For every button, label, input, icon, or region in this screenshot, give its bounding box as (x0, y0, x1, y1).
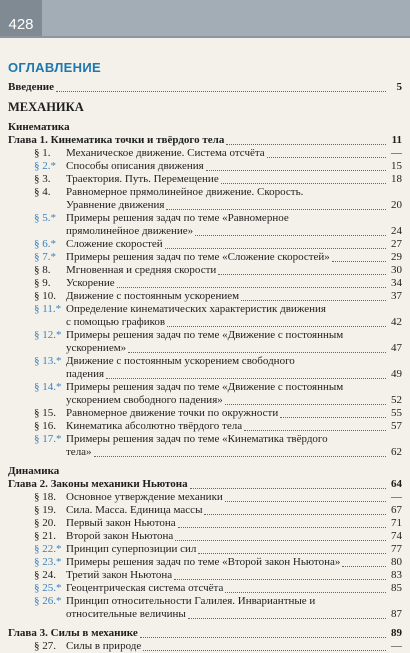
paragraph-number: § 21. (34, 530, 56, 542)
entry-title: Силы в природе (66, 640, 142, 652)
entry-title: Третий закон Ньютона (66, 569, 173, 581)
toc-entry-line[interactable] (8, 329, 402, 342)
paragraph-number: § 1. (34, 147, 51, 159)
toc-entry-line[interactable] (8, 238, 402, 251)
entry-page: 83 (391, 569, 402, 581)
leader-dots (166, 209, 386, 210)
leader-dots (218, 274, 386, 275)
entry-page: 67 (391, 504, 402, 516)
entry-title: Движение с постоянным ускорением (66, 290, 240, 302)
paragraph-number: § 9. (34, 277, 51, 289)
toc-entry-line[interactable] (8, 290, 402, 303)
entry-page: 47 (391, 342, 402, 354)
entry-page: 87 (391, 608, 402, 620)
leader-dots (94, 456, 386, 457)
leader-dots (225, 404, 386, 405)
leader-dots (195, 235, 386, 236)
entry-title: Ускорение (66, 277, 115, 289)
entry-title: Уравнение движения (66, 199, 165, 211)
paragraph-number: § 5.* (34, 212, 56, 224)
entry-title: относительные величины (66, 608, 186, 620)
paragraph-number: § 3. (34, 173, 51, 185)
paragraph-number: § 2.* (34, 160, 56, 172)
entry-page: 18 (391, 173, 402, 185)
header-band (0, 36, 410, 38)
toc-entry-line[interactable] (8, 316, 402, 329)
chapter-3-entry[interactable]: Глава 3. Силы в механике 89 (8, 627, 402, 639)
entry-page: 27 (391, 238, 402, 250)
entry-title: Определение кинематических характеристик движения (66, 303, 326, 315)
paragraph-number: § 16. (34, 420, 56, 432)
toc-entry-line[interactable] (8, 342, 402, 355)
entry-title: Равномерное прямолинейное движение. Скорость. (66, 186, 304, 198)
toc-entry-line[interactable] (8, 394, 402, 407)
entry-title: Кинематика абсолютно твёрдого тела (66, 420, 243, 432)
entry-title: Механическое движение. Система отсчёта (66, 147, 265, 159)
paragraph-number: § 11.* (34, 303, 62, 315)
leader-dots (204, 514, 386, 515)
toc-entry-line[interactable] (8, 595, 402, 608)
leader-dots (206, 170, 386, 171)
toc-entry-line[interactable] (8, 147, 402, 160)
toc-entry-line[interactable] (8, 251, 402, 264)
entry-title: ускорением» (66, 342, 127, 354)
toc-entry-line[interactable] (8, 433, 402, 446)
paragraph-number: § 13.* (34, 355, 62, 367)
entry-title: Способы описания движения (66, 160, 204, 172)
entry-title: Принцип относительности Галилея. Инвариантные и (66, 595, 316, 607)
chapter-2-entry[interactable]: Глава 2. Законы механики Ньютона 64 (8, 478, 402, 490)
entry-page: 15 (391, 160, 402, 172)
leader-dots (241, 300, 386, 301)
entry-title: Второй закон Ньютона (66, 530, 174, 542)
section-heading-kinematics: Кинематика (8, 121, 70, 133)
paragraph-number: § 4. (34, 186, 51, 198)
paragraph-number: § 19. (34, 504, 56, 516)
chapter-2-items (8, 491, 402, 621)
entry-page: 49 (391, 368, 402, 380)
toc-entry-line[interactable] (8, 264, 402, 277)
toc-entry-line[interactable] (8, 640, 402, 653)
leader-dots (167, 326, 386, 327)
entry-page: 71 (391, 517, 402, 529)
chapter-1-items (8, 147, 402, 459)
paragraph-number: § 26.* (34, 595, 62, 607)
leader-dots (280, 417, 386, 418)
entry-page: 80 (391, 556, 402, 568)
entry-title: Первый закон Ньютона (66, 517, 176, 529)
leader-dots (225, 501, 386, 502)
toc-entry-line[interactable] (8, 491, 402, 504)
paragraph-number: § 24. (34, 569, 56, 581)
chapter-3-items (8, 640, 402, 653)
entry-title: Примеры решения задач по теме «Движение с постоянным (66, 381, 344, 393)
entry-title: ускорением свободного падения» (66, 394, 223, 406)
toc-entry-line[interactable] (8, 303, 402, 316)
entry-title: Геоцентрическая система отсчёта (66, 582, 224, 594)
leader-dots (165, 248, 386, 249)
paragraph-number: § 15. (34, 407, 56, 419)
leader-dots (178, 527, 386, 528)
paragraph-number: § 6.* (34, 238, 56, 250)
toc-entry-line[interactable] (8, 517, 402, 530)
entry-page: 74 (391, 530, 402, 542)
page-number: 428 (0, 0, 42, 36)
entry-title: с помощью графиков (66, 316, 166, 328)
entry-page: 24 (391, 225, 402, 237)
toc-entry-line[interactable] (8, 407, 402, 420)
toc-entry-line[interactable] (8, 212, 402, 225)
toc-entry-line[interactable] (8, 277, 402, 290)
entry-title: Траектория. Путь. Перемещение (66, 173, 219, 185)
toc-entry-line[interactable] (8, 381, 402, 394)
toc-entry-line[interactable] (8, 582, 402, 595)
toc-entry-line[interactable] (8, 199, 402, 212)
leader-dots (174, 579, 386, 580)
paragraph-number: § 25.* (34, 582, 62, 594)
entry-page: 52 (391, 394, 402, 406)
leader-dots (188, 618, 386, 619)
toc-entry-line[interactable] (8, 608, 402, 621)
paragraph-number: § 27. (34, 640, 56, 652)
toc-entry-line[interactable] (8, 530, 402, 543)
entry-title: Примеры решения задач по теме «Сложение скоростей» (66, 251, 330, 263)
paragraph-number: § 12.* (34, 329, 62, 341)
entry-page: 37 (391, 290, 402, 302)
entry-page: 30 (391, 264, 402, 276)
paragraph-number: § 14.* (34, 381, 62, 393)
paragraph-number: § 8. (34, 264, 51, 276)
entry-title: Сложение скоростей (66, 238, 163, 250)
leader-dots (267, 157, 386, 158)
toc-entry-line[interactable] (8, 569, 402, 582)
leader-dots (175, 540, 386, 541)
toc-entry-line[interactable] (8, 504, 402, 517)
entry-title: Принцип суперпозиции сил (66, 543, 197, 555)
leader-dots (221, 183, 386, 184)
entry-title: Примеры решения задач по теме «Кинематика твёрдого (66, 433, 328, 445)
entry-title: Движение с постоянным ускорением свободного (66, 355, 295, 367)
table-of-contents (8, 60, 402, 653)
entry-page: — (391, 640, 402, 652)
paragraph-number: § 23.* (34, 556, 62, 568)
leader-dots (342, 566, 386, 567)
leader-dots (106, 378, 386, 379)
chapter-1-entry[interactable]: Глава 1. Кинематика точки и твёрдого тела 11 (8, 134, 402, 146)
entry-page: 62 (391, 446, 402, 458)
leader-dots (332, 261, 386, 262)
toc-entry-line[interactable] (8, 446, 402, 459)
leader-dots (198, 553, 386, 554)
toc-entry-line[interactable] (8, 556, 402, 569)
entry-title: Равномерное движение точки по окружности (66, 407, 279, 419)
entry-title: Основное утверждение механики (66, 491, 223, 503)
entry-page: 85 (391, 582, 402, 594)
entry-page: 29 (391, 251, 402, 263)
paragraph-number: § 22.* (34, 543, 62, 555)
paragraph-number: § 18. (34, 491, 56, 503)
toc-entry-line[interactable] (8, 355, 402, 368)
leader-dots (225, 592, 386, 593)
entry-title: Примеры решения задач по теме «Равномерное (66, 212, 289, 224)
leader-dots (117, 287, 386, 288)
toc-entry-line[interactable] (8, 173, 402, 186)
header-bar (42, 0, 410, 36)
toc-title: ОГЛАВЛЕНИЕ (8, 60, 101, 75)
entry-page: 34 (391, 277, 402, 289)
leader-dots (128, 352, 386, 353)
entry-title: Сила. Масса. Единица массы (66, 504, 203, 516)
entry-page: — (391, 147, 402, 159)
part-heading-mechanics: МЕХАНИКА (8, 100, 84, 114)
entry-page: 55 (391, 407, 402, 419)
toc-entry-line[interactable] (8, 160, 402, 173)
entry-page: 42 (391, 316, 402, 328)
toc-entry-line[interactable] (8, 543, 402, 556)
toc-entry-line[interactable] (8, 225, 402, 238)
entry-title: падения (66, 368, 105, 380)
paragraph-number: § 20. (34, 517, 56, 529)
entry-title: Мгновенная и средняя скорости (66, 264, 217, 276)
toc-entry-intro[interactable] (8, 81, 402, 94)
entry-page: — (391, 491, 402, 503)
leader-dots (56, 91, 386, 92)
leader-dots (244, 430, 386, 431)
toc-entry-line[interactable] (8, 186, 402, 199)
entry-page: 5 (396, 81, 402, 93)
entry-page: 77 (391, 543, 402, 555)
toc-entry-line[interactable] (8, 420, 402, 433)
entry-page: 20 (391, 199, 402, 211)
paragraph-number: § 17.* (34, 433, 62, 445)
entry-title: тела» (66, 446, 92, 458)
paragraph-number: § 10. (34, 290, 56, 302)
leader-dots (143, 650, 386, 651)
entry-title: Примеры решения задач по теме «Движение с постоянным (66, 329, 344, 341)
paragraph-number: § 7.* (34, 251, 56, 263)
entry-title: Примеры решения задач по теме «Второй закон Ньютона» (66, 556, 341, 568)
toc-entry-line[interactable] (8, 368, 402, 381)
section-heading-dynamics: Динамика (8, 465, 60, 477)
entry-page: 57 (391, 420, 402, 432)
entry-title: Введение (8, 81, 55, 93)
entry-title: прямолинейное движение» (66, 225, 194, 237)
